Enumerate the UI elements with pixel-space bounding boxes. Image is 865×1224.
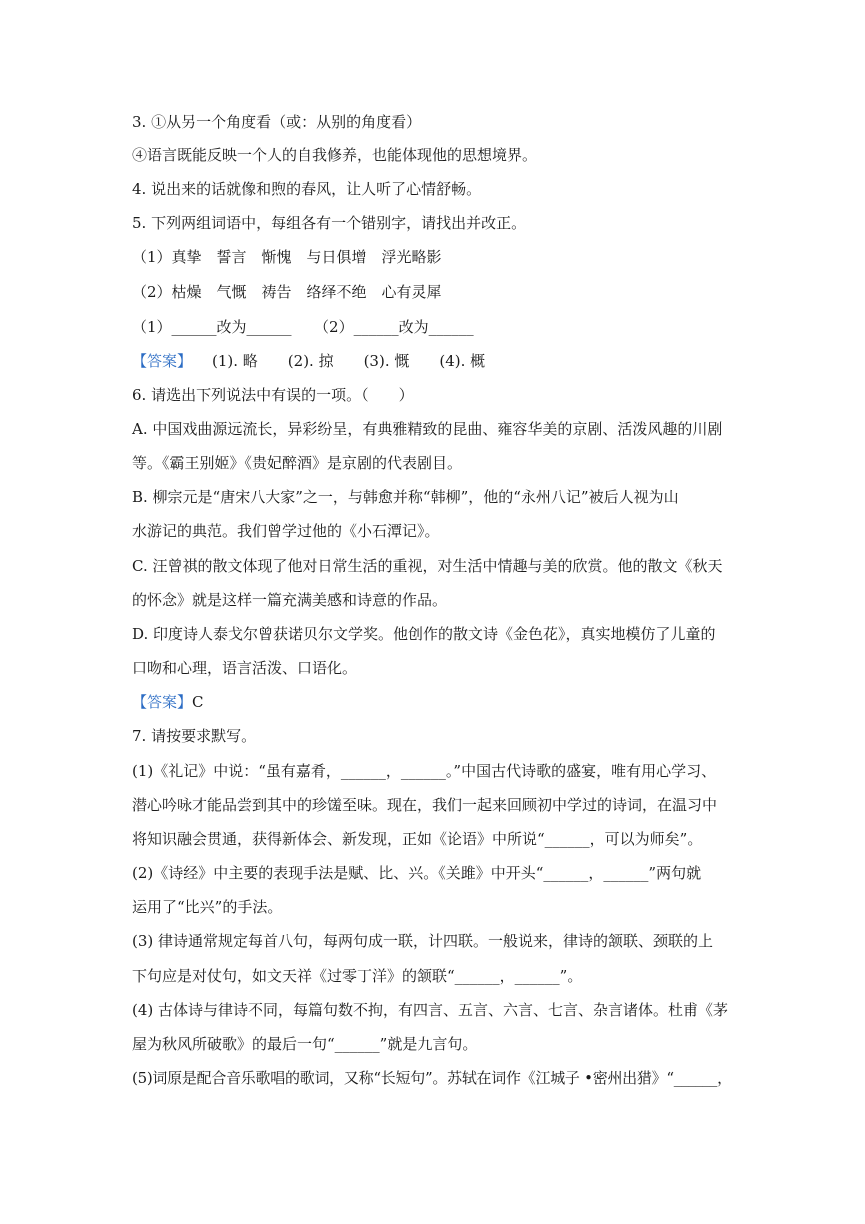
option-a-line-2: 等。《霸王别姬》《贵妃醉酒》是京剧的代表剧目。 [132, 454, 463, 472]
question-5-group-1: （1）真挚 誓言 惭愧 与日俱增 浮光略影 [132, 248, 442, 266]
question-7-part-4-line-1: (4) 古体诗与律诗不同，每篇句数不拘，有四言、五言、六言、七言、杂言诸体。杜甫《茅 [132, 1001, 729, 1019]
question-5-prompt: 5. 下列两组词语中，每组各有一个错别字，请找出并改正。 [132, 214, 527, 232]
question-7-part-1-line-3: 将知识融会贯通，获得新体会、新发现，正如《论语》中所说“______，可以为师矣”。 [132, 830, 703, 848]
option-c-line-1: C. 汪曾祺的散文体现了他对日常生活的重视，对生活中情趣与美的欣赏。他的散文《秋天 [132, 557, 723, 575]
question-7-prompt: 7. 请按要求默写。 [132, 727, 257, 745]
answer-3-line-1: 3. ①从另一个角度看（或：从别的角度看） [132, 113, 422, 131]
option-d-line-1: D. 印度诗人泰戈尔曾获诺贝尔文学奖。他创作的散文诗《金色花》，真实地模仿了儿童的 [132, 625, 716, 643]
question-5-group-2: （2）枯燥 气慨 祷告 络绎不绝 心有灵犀 [132, 283, 442, 301]
answer-text: (1). 略 (2). 掠 (3). 慨 (4). 概 [212, 352, 486, 370]
question-7-part-3-line-2: 下句应是对仗句，如文天祥《过零丁洋》的颔联“______，______”。 [132, 967, 583, 985]
question-5-answer [132, 351, 732, 371]
question-7-part-1-line-1: (1)《礼记》中说：“虽有嘉肴，______，______。”中国古代诗歌的盛宴，唯有用心学习、 [132, 762, 717, 780]
option-d-line-2: 口吻和心理，语言活泼、口语化。 [132, 659, 358, 677]
question-7-part-4-line-2: 屋为秋风所破歌》的最后一句“______”就是九言句。 [132, 1035, 478, 1053]
answer-4: 4. 说出来的话就像和煦的春风，让人听了心情舒畅。 [132, 180, 482, 198]
option-b-line-1: B. 柳宗元是“唐宋八大家”之一，与韩愈并称“韩柳”，他的“永州八记”被后人视为山 [132, 488, 679, 506]
option-c-line-2: 的怀念》就是这样一篇充满美感和诗意的作品。 [132, 591, 448, 609]
question-7-part-3-line-1: (3) 律诗通常规定每首八句，每两句成一联，计四联。一般说来，律诗的颔联、颈联的上 [132, 932, 714, 950]
question-5-blanks: （1）______改为______ （2）______改为______ [132, 318, 474, 336]
question-6-answer [132, 692, 732, 712]
question-7-part-1-line-2: 潜心吟咏才能品尝到其中的珍馐至味。现在，我们一起来回顾初中学过的诗词，在温习中 [132, 796, 718, 814]
question-6-prompt: 6. 请选出下列说法中有误的一项。（ ） [132, 386, 414, 404]
answer-label: 【答案】 [132, 693, 193, 711]
option-a-line-1: A. 中国戏曲源远流长，异彩纷呈，有典雅精致的昆曲、雍容华美的京剧、活泼风趣的川剧 [132, 420, 723, 438]
option-b-line-2: 水游记的典范。我们曾学过他的《小石潭记》。 [132, 522, 440, 540]
answer-3-line-2: ④语言既能反映一个人的自我修养，也能体现他的思想境界。 [132, 146, 538, 164]
question-7-part-5-line-1: (5)词原是配合音乐歌唱的歌词，又称“长短句”。苏轼在词作《江城子 •密州出猎》“______， [132, 1069, 732, 1087]
question-7-part-2-line-1: (2)《诗经》中主要的表现手法是赋、比、兴。《关雎》中开头“______，______”两句就 [132, 864, 702, 882]
answer-label: 【答案】 [132, 352, 193, 370]
answer-text: C [192, 693, 204, 711]
question-7-part-2-line-2: 运用了“比兴”的手法。 [132, 898, 283, 916]
